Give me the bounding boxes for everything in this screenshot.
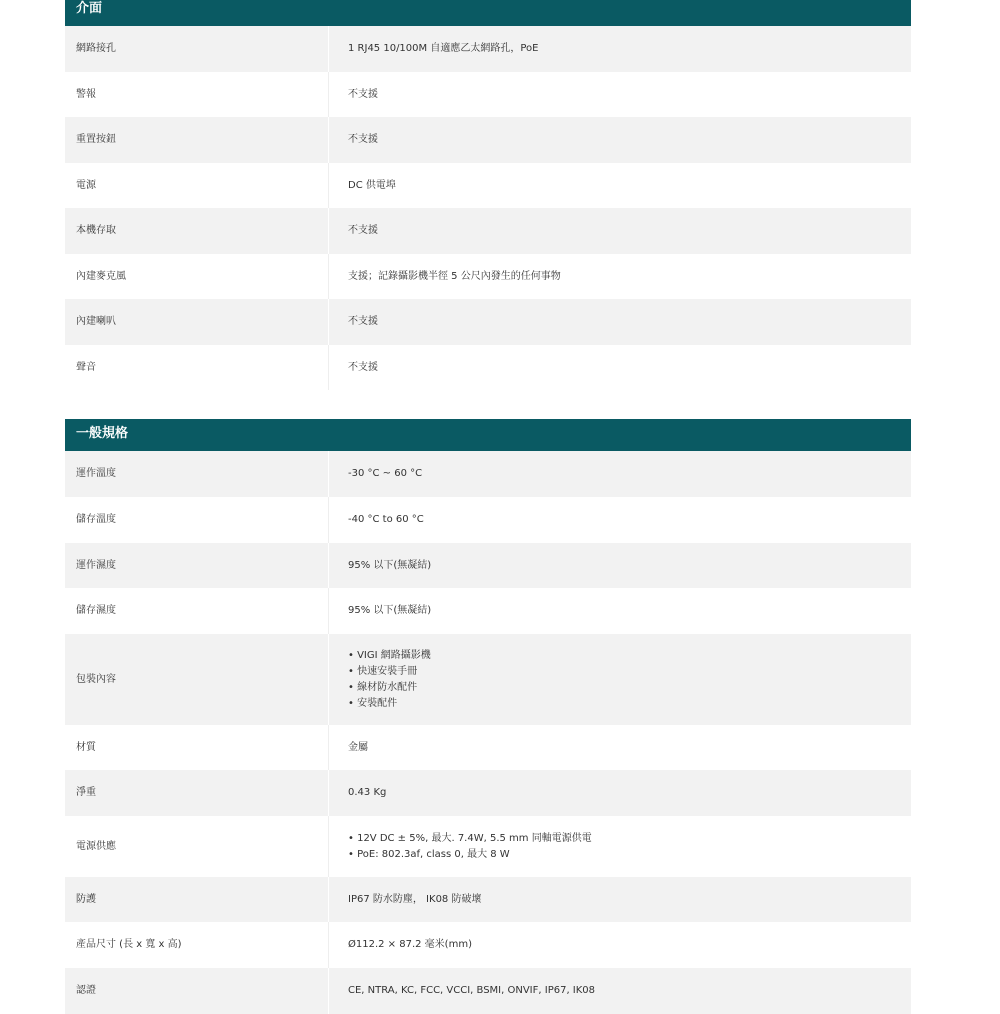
spec-label: 內建喇叭 — [65, 299, 329, 345]
spec-value: CE, NTRA, KC, FCC, VCCI, BSMI, ONVIF, IP67, IK08 — [348, 985, 596, 996]
spec-row — [65, 163, 911, 208]
spec-row — [65, 254, 911, 299]
spec-label: 重置按鈕 — [65, 117, 329, 163]
spec-value-list — [329, 634, 911, 725]
spec-row — [65, 588, 911, 634]
spec-row — [65, 725, 911, 770]
list-item: • 快速安裝手冊 — [348, 664, 911, 680]
section-header: 介面 — [65, 0, 911, 26]
spec-label: 防護 — [65, 877, 329, 922]
spec-label: 電源供應 — [65, 816, 329, 877]
spec-row — [65, 968, 911, 1014]
spec-value: -40 °C to 60 °C — [348, 514, 424, 525]
spec-label: 運作溫度 — [65, 451, 329, 497]
spec-label: 材質 — [65, 725, 329, 770]
spec-value: Ø112.2 × 87.2 毫米(mm) — [348, 939, 472, 950]
spec-row — [65, 922, 911, 968]
spec-value: 0.43 Kg — [348, 787, 387, 798]
spec-label: 淨重 — [65, 770, 329, 816]
spec-row — [65, 497, 911, 543]
spec-row — [65, 451, 911, 497]
spec-label: 認證 — [65, 968, 329, 1014]
spec-value: 金屬 — [348, 741, 368, 753]
spec-label: 網路接孔 — [65, 26, 329, 72]
spec-value: 不支援 — [348, 361, 378, 373]
spec-value: 不支援 — [348, 225, 378, 236]
spec-row — [65, 634, 911, 725]
spec-value: 1 RJ45 10/100M 自適應乙太網路孔，PoE — [348, 43, 539, 54]
general-spec-section — [65, 419, 911, 1014]
spec-row — [65, 208, 911, 254]
spec-label: 警報 — [65, 72, 329, 117]
spec-value: 95% 以下(無凝結) — [348, 559, 432, 571]
spec-row — [65, 543, 911, 588]
spec-row — [65, 877, 911, 922]
list-item: • PoE: 802.3af, class 0, 最大 8 W — [348, 847, 911, 863]
spec-row — [65, 345, 911, 390]
spec-label: 運作濕度 — [65, 543, 329, 588]
list-item: • 安裝配件 — [348, 696, 911, 712]
spec-row — [65, 26, 911, 72]
interface-spec-section — [65, 0, 911, 390]
spec-label: 產品尺寸 (長 x 寬 x 高) — [65, 922, 329, 968]
spec-label: 儲存濕度 — [65, 588, 329, 634]
spec-value: DC 供電埠 — [348, 179, 396, 191]
spec-label: 電源 — [65, 163, 329, 208]
spec-row — [65, 299, 911, 345]
spec-value: 不支援 — [348, 316, 378, 327]
spec-value-list — [329, 816, 911, 877]
spec-value: 不支援 — [348, 88, 378, 100]
spec-value: 95% 以下(無凝結) — [348, 605, 432, 616]
spec-label: 內建麥克風 — [65, 254, 329, 299]
spec-value: 不支援 — [348, 134, 378, 145]
section-header: 一般規格 — [65, 419, 911, 451]
spec-value: IP67 防水防塵， IK08 防破壞 — [348, 893, 482, 905]
spec-row — [65, 72, 911, 117]
spec-row — [65, 117, 911, 163]
spec-label: 聲音 — [65, 345, 329, 390]
list-item: • 線材防水配件 — [348, 680, 911, 696]
spec-row — [65, 770, 911, 816]
list-item: • 12V DC ± 5%, 最大. 7.4W, 5.5 mm 同軸電源供電 — [348, 831, 911, 847]
spec-value: -30 °C ~ 60 °C — [348, 468, 423, 479]
spec-row — [65, 816, 911, 877]
list-item: • VIGI 網路攝影機 — [348, 648, 911, 664]
spec-label: 儲存溫度 — [65, 497, 329, 543]
spec-label: 本機存取 — [65, 208, 329, 254]
spec-value: 支援；記錄攝影機半徑 5 公尺內發生的任何事物 — [348, 270, 561, 282]
spec-label: 包裝內容 — [65, 634, 329, 725]
